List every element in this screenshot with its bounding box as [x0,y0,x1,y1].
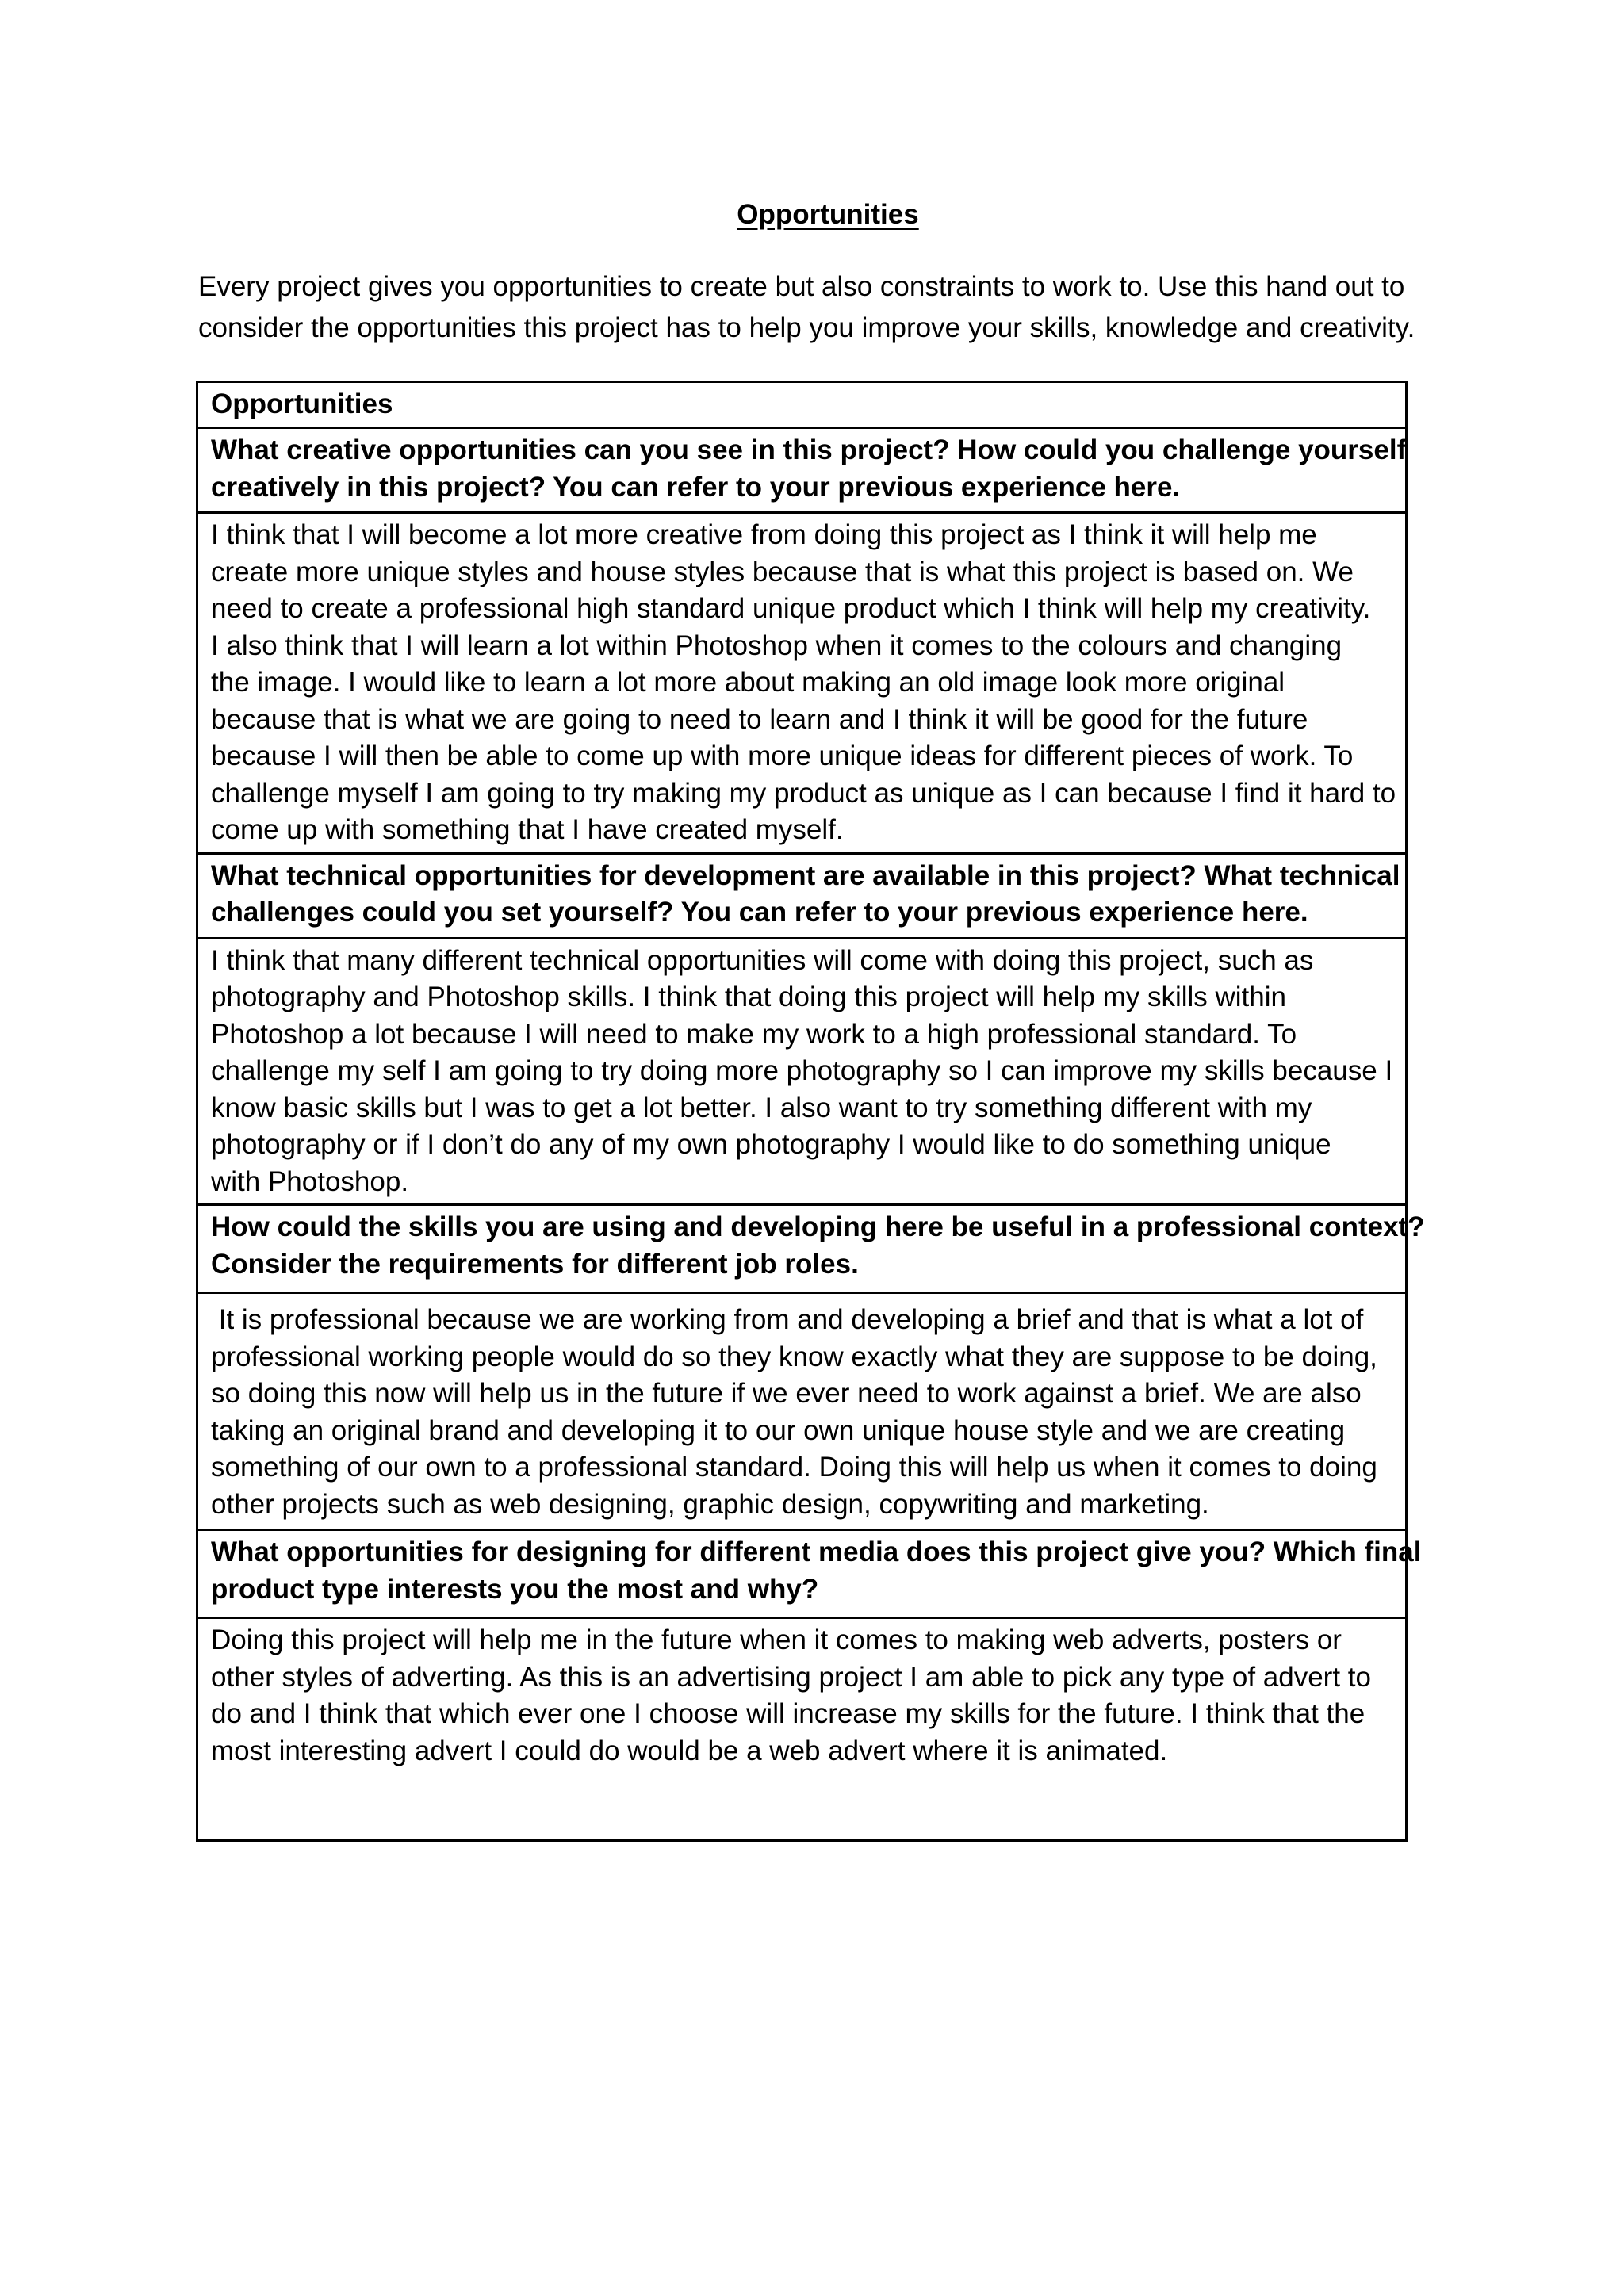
answer-line: need to create a professional high standard unique product which I think will help my creativity. [211,593,1371,624]
answer-line: taking an original brand and developing it to our own unique house style and we are creating [211,1414,1346,1446]
answer-line: know basic skills but I was to get a lot better. I also want to try something different with my [211,1092,1312,1123]
answer-line: with Photoshop. [211,1165,409,1197]
question-cell-media [197,1530,1422,1618]
intro-line: consider the opportunities this project has to help you improve your skills, knowledge and creativity. [198,312,1415,343]
question-row [197,1530,1407,1618]
table-header-row [197,382,1407,428]
question-line: creatively in this project? You can refer to your previous experience here. [211,471,1181,503]
answer-line: challenge my self I am going to try doing more photography so I can improve my skills because I [211,1055,1393,1086]
intro-line: Every project gives you opportunities to create but also constraints to work to. Use this hand out to [198,271,1405,302]
answer-line: I think that I will become a lot more creative from doing this project as I think it will help me [211,519,1317,550]
answer-line: because that is what we are going to need to learn and I think it will be good for the future [211,703,1308,735]
answer-line: other projects such as web designing, graphic design, copywriting and marketing. [211,1488,1209,1520]
question-line: product type interests you the most and why? [211,1573,819,1605]
answer-cell-media[interactable] [197,1618,1407,1841]
answer-line: most interesting advert I could do would be a web advert where it is animated. [211,1735,1168,1766]
answer-row [197,1293,1407,1530]
answer-cell-professional[interactable] [197,1293,1407,1530]
question-row [197,1205,1407,1293]
answer-row [197,938,1407,1205]
question-cell-professional [197,1205,1425,1293]
answer-line: I also think that I will learn a lot within Photoshop when it comes to the colours and changing [211,629,1342,661]
table-header-cell: Opportunities [197,382,1407,428]
answer-line: something of our own to a professional standard. Doing this will help us when it comes to doing [211,1452,1377,1483]
answer-line: create more unique styles and house styles because that is what this project is based on. We [211,556,1354,587]
answer-row [197,1618,1407,1841]
answer-line: challenge myself I am going to try making my product as unique as I can because I find it hard to [211,777,1396,809]
answer-line: professional working people would do so they know exactly what they are suppose to be doing, [211,1341,1377,1372]
answer-line: do and I think that which ever one I choose will increase my skills for the future. I think that the [211,1698,1365,1729]
opportunities-table [196,381,1425,1842]
answer-line: Photoshop a lot because I will need to make my work to a high professional standard. To [211,1018,1297,1050]
page-title: Opportunities [737,199,919,230]
question-row [197,853,1407,938]
answer-line: other styles of adverting. As this is an advertising project I am able to pick any type of advert to [211,1661,1371,1693]
question-line: How could the skills you are using and developing here be useful in a professional context? [211,1211,1425,1242]
answer-line: Doing this project will help me in the future when it comes to making web adverts, posters or [211,1624,1342,1655]
answer-line: I think that many different technical opportunities will come with doing this project, such as [211,944,1314,976]
answer-cell-creative[interactable] [197,513,1407,854]
answer-line: photography and Photoshop skills. I think that doing this project will help my skills within [211,982,1286,1012]
answer-line: so doing this now will help us in the future if we ever need to work against a brief. We are also [211,1378,1362,1409]
question-line: challenges could you set yourself? You can refer to your previous experience here. [211,897,1308,928]
answer-line: the image. I would like to learn a lot more about making an old image look more original [211,667,1285,698]
answer-line: It is professional because we are working from and developing a brief and that is what a lot of [211,1304,1364,1335]
question-line: What creative opportunities can you see in this project? How could you challenge yourself [211,434,1407,465]
question-line: What opportunities for designing for different media does this project give you? Which final [211,1536,1422,1567]
question-line: What technical opportunities for development are available in this project? What technical [211,859,1400,891]
answer-row [197,513,1407,854]
question-cell-creative [197,428,1407,513]
answer-cell-technical[interactable] [197,938,1407,1205]
question-cell-technical [197,853,1407,938]
answer-line: because I will then be able to come up with more unique ideas for different pieces of work. To [211,740,1354,771]
question-line: Consider the requirements for different job roles. [211,1248,859,1280]
intro-paragraph [198,266,1467,349]
answer-line: photography or if I don’t do any of my own photography I would like to do something unique [211,1129,1331,1160]
answer-line: come up with something that I have created myself. [211,814,844,845]
question-row [197,428,1407,513]
